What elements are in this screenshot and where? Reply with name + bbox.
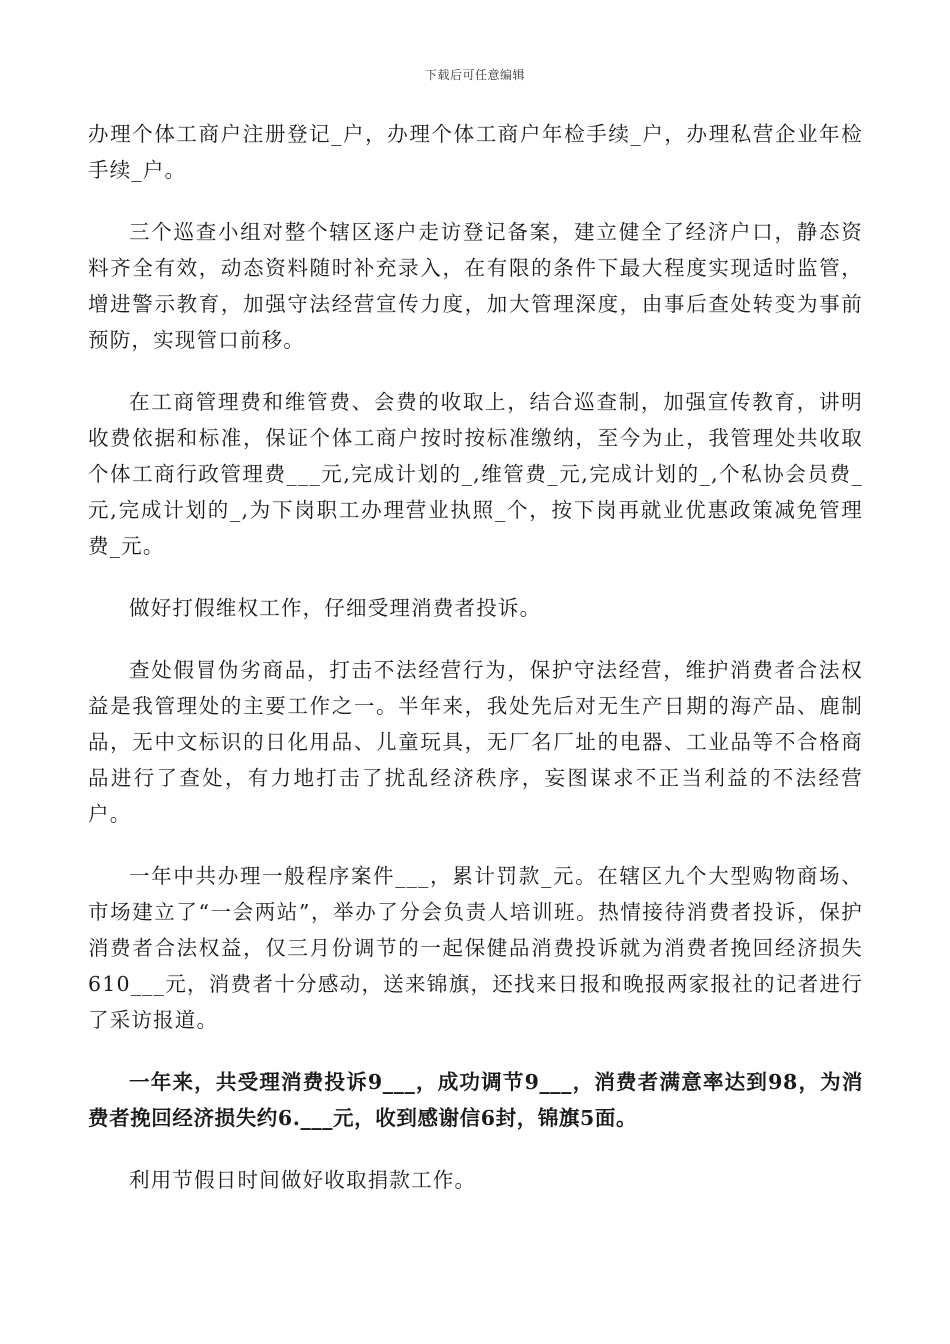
paragraph-patrol: 三个巡查小组对整个辖区逐户走访登记备案，建立健全了经济户口，静态资料齐全有效，动态资料随时补充录入，在有限的条件下最大程度实现适时监管，增进警示教育，加强守法经营宣传力度，加大管理深度，由事后查处转变为事前预防，实现管口前移。 [88,220,863,352]
paragraph-fees: 在工商管理费和维管费、会费的收取上，结合巡查制，加强宣传教育，讲明收费依据和标准，保证个体工商户按时按标准缴纳，至今为止，我管理处共收取个体工商行政管理费___元,完成计划的_,维管费_元,完成计划的_,个私协会员费_元,完成计划的_,为下岗职工办理营业执照_个，按下岗再就业优惠政策减免管理费_元。 [88,390,863,558]
document-body [88,116,863,1224]
paragraph-registration: 办理个体工商户注册登记_户，办理个体工商户年检手续_户，办理私营企业年检手续_户。 [88,122,863,182]
paragraph-anti-counterfeit-heading: 做好打假维权工作，仔细受理消费者投诉。 [129,596,542,620]
paragraph-donations: 利用节假日时间做好收取捐款工作。 [129,1168,477,1192]
paragraph-inspection: 查处假冒伪劣商品，打击不法经营行为，保护守法经营，维护消费者合法权益是我管理处的主要工作之一。半年来，我处先后对无生产日期的海产品、鹿制品，无中文标识的日化用品、儿童玩具，无厂名厂址的电器、工业品等不合格商品进行了查处，有力地打击了扰乱经济秩序，妄图谋求不正当利益的不法经营户。 [88,658,863,826]
paragraph-cases: 一年中共办理一般程序案件___，累计罚款_元。在辖区九个大型购物商场、市场建立了“一会两站”，举办了分会负责人培训班。热情接待消费者投诉，保护消费者合法权益，仅三月份调节的一起保健品消费投诉就为消费者挽回经济损失610___元，消费者十分感动，送来锦旗，还找来日报和晚报两家报社的记者进行了采访报道。 [88,864,863,1032]
header-note: 下载后可任意编辑 [424,68,525,82]
paragraph-complaints-summary: 一年来，共受理消费投诉9___，成功调节9___，消费者满意率达到98，为消费者挽回经济损失约6.___元，收到感谢信6封，锦旗5面。 [88,1070,863,1130]
